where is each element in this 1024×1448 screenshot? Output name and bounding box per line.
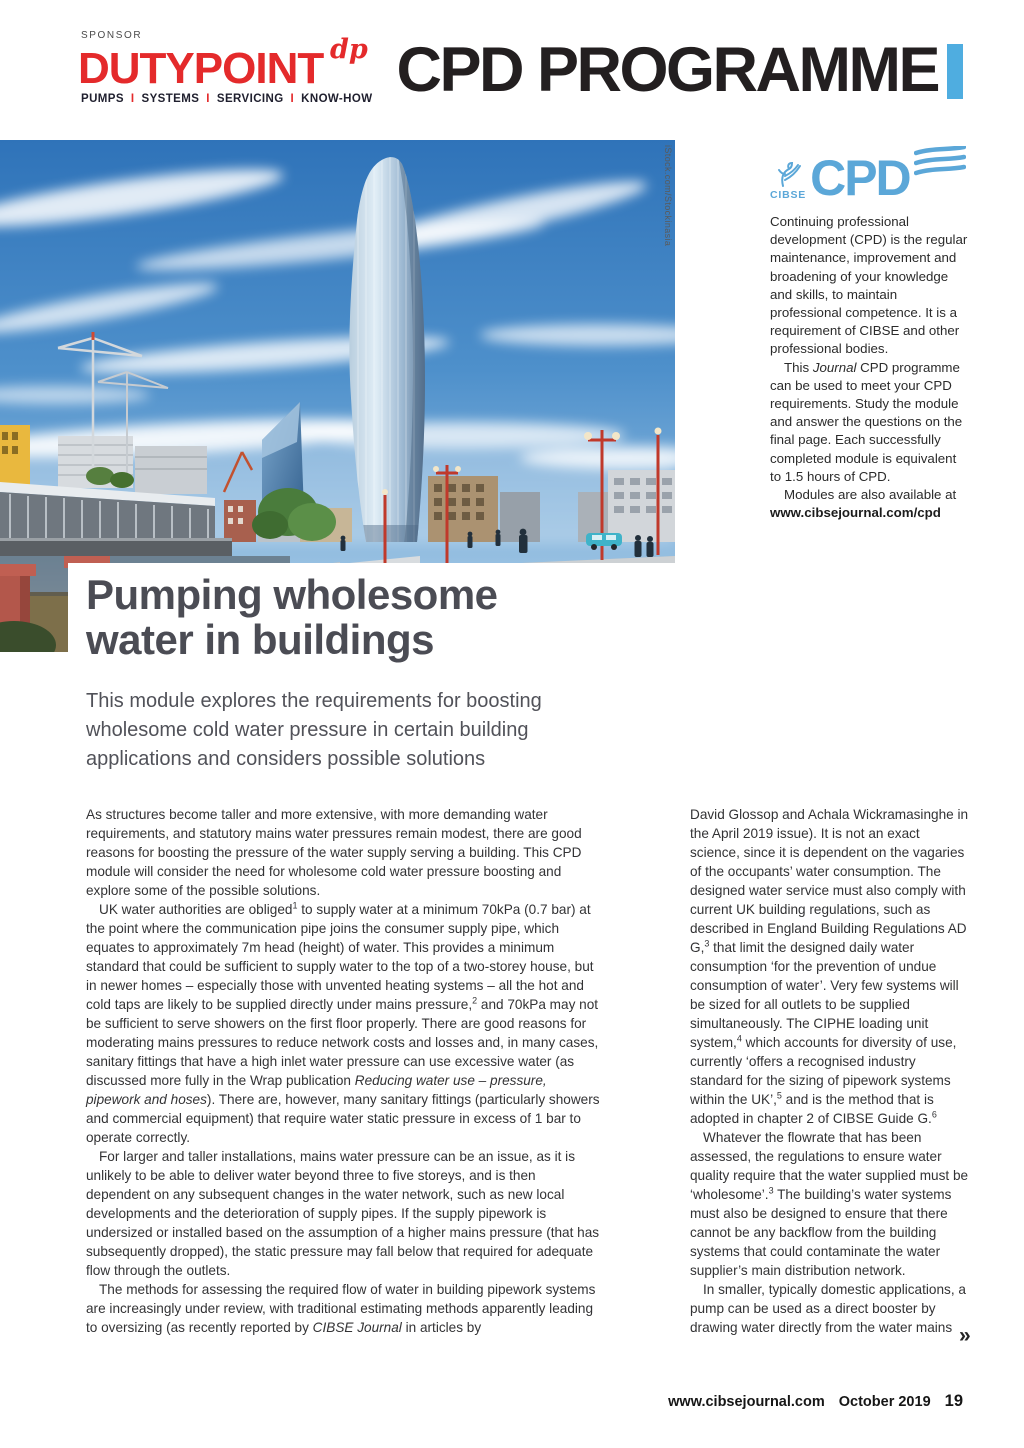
- article-column-right: [690, 805, 970, 1337]
- page-footer: [668, 1392, 963, 1411]
- accent-bar: [947, 44, 963, 99]
- tagline-item: SYSTEMS: [141, 93, 200, 105]
- paragraph: For larger and taller installations, mains water pressure can be an issue, as it is unlikely to be able to deliver water beyond three to five storeys, and is then dependent on any subsequent changes in the water network, such as new local developments and the deterioration of supply pipes. If the supply pipework is undersized or installed based on the assumption of a higher mains pressure (that has subsequently dropped), the static pressure may fall below that required for adequate flow through the outlets.: [86, 1149, 600, 1278]
- cibse-cpd-logo: [770, 138, 972, 206]
- tagline-item: KNOW-HOW: [301, 93, 373, 105]
- paragraph: Modules are also available at www.cibsejournal.com/cpd: [770, 487, 957, 521]
- paragraph: As structures become taller and more extensive, with more demanding water requirements, and statutory mains water pressures remain modest, there are good reasons for boosting the pressure of the water supply serving a building. This CPD module will consider the need for wholesome cold water pressure boosting and explore some of the possible solutions.: [86, 807, 582, 898]
- cpd-programme-header: [396, 35, 963, 105]
- footer-site: www.cibsejournal.com: [668, 1394, 825, 1410]
- paragraph: Whatever the flowrate that has been assessed, the regulations to ensure water quality require that the water supplied must be ‘wholesome’.$^3$ The building’s water systems must also be designed to ensure that there cannot be any backflow from the building systems that could contaminate the water supplier’s main distribution network.: [690, 1130, 969, 1278]
- tagline-item: PUMPS: [81, 93, 124, 105]
- article-column-left: [86, 805, 602, 1337]
- tagline-separator: I: [290, 93, 295, 105]
- footer-issue: October 2019: [838, 1394, 931, 1410]
- cpd-wordmark: CPD: [810, 150, 910, 206]
- paragraph: David Glossop and Achala Wickramasinghe in the April 2019 issue). It is not an exact science, since it is dependent on the vagaries of the occupants’ water consumption. The designed water service must also comply with current UK building regulations, such as described in England Building Regulations AD G,$^3$ that limit the designed daily water consumption ‘for the prevention of undue consumption of water’. Very few systems will be sized for all outlets to be supplied simultaneously. The CIPHE loading unit system,$^4$ which accounts for diversity of use, currently ‘offers a recognised industry standard for the sizing of pipework systems within the UK’,$^5$ and is the method that is adopted in chapter 2 of CIBSE Guide G.$^6$: [690, 807, 969, 1126]
- tagline-separator: I: [130, 93, 135, 105]
- paragraph: The methods for assessing the required flow of water in building pipework systems are increasingly under review, with traditional estimating methods apparently leading to oversizing (as recently reported by CIBSE Journal in articles by: [86, 1282, 596, 1335]
- cibse-wordmark: CIBSE: [770, 189, 807, 201]
- cpd-waves-icon: [914, 146, 966, 180]
- cpd-info-box: [770, 138, 972, 522]
- article-title-line: water in buildings: [86, 616, 435, 663]
- paragraph: In smaller, typically domestic applications, a pump can be used as a direct booster by drawing water directly from the water mains: [690, 1282, 966, 1335]
- article-header: [68, 563, 1024, 805]
- footer-page-number: 19: [944, 1392, 963, 1410]
- article-title-line: Pumping wholesome: [86, 571, 498, 618]
- article-title: [68, 563, 1024, 662]
- article-standfirst: This module explores the requirements for boosting wholesome cold water pressure in certain building applications and considers possible solutions: [86, 690, 542, 770]
- sponsor-logo: DUTYPOINT: [78, 44, 324, 93]
- tagline-item: SERVICING: [216, 93, 284, 105]
- sponsor-monogram-icon: dp: [330, 34, 368, 65]
- photo-credit: iStock.com/Stockinasia: [663, 145, 673, 247]
- cpd-box-text: [770, 213, 970, 522]
- paragraph: UK water authorities are obliged$^1$ to supply water at a minimum 70kPa (0.7 bar) at the point where the communication pipe joins the consumer supply pipe, which equates to approximately 7m head (height) of water. This provides a minimum standard that could be sufficient to supply water to the top of a two-storey house, but in newer homes – especially those with unvented heating systems – all the hot and cold taps are likely to be supplied directly under mains pressure,$^2$ and 70kPa may not be sufficient to serve showers on the first floor properly. There are good reasons for moderating mains pressures to reduce network costs and losses and, in many cases, sanitary fittings that have a high inlet water pressure can use excessive water (as discussed more fully in the Wrap publication Reducing water use – pressure, pipework and hoses). There are, however, many sanitary fittings (particularly showers and commercial equipment) that require water static pressure in excess of 1 bar to operate correctly.: [86, 900, 600, 1145]
- paragraph: Continuing professional development (CPD) is the regular maintenance, improvement and broadening of your knowledge and skills, to maintain professional competence. It is a requirement of CIBSE and other professional bodies.: [770, 214, 968, 357]
- page-title: CPD PROGRAMME: [396, 35, 938, 105]
- cpd-url-link[interactable]: www.cibsejournal.com/cpd: [770, 505, 941, 521]
- sponsor-label: SPONSOR: [81, 30, 143, 41]
- sponsor-tagline: [81, 93, 372, 105]
- cibse-griffin-icon: [773, 160, 803, 190]
- continuation-chevrons-icon: »: [959, 1324, 971, 1347]
- tagline-separator: I: [206, 93, 210, 105]
- paragraph: This Journal CPD programme can be used to meet your CPD requirements. Study the module and answer the questions on the final page. Each successfully completed module is equivalent to 1.5 hours of CPD.: [770, 359, 963, 484]
